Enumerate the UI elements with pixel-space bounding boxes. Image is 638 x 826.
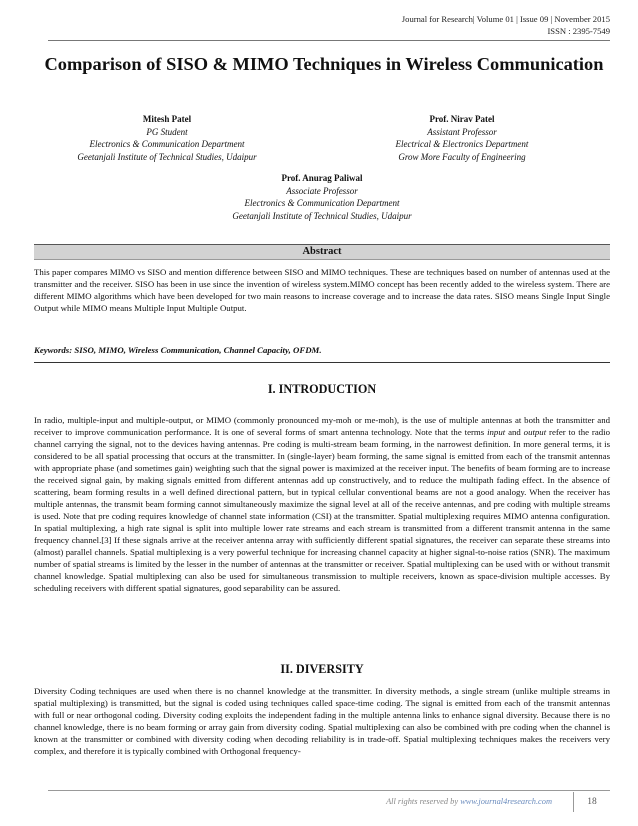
journal-info: Journal for Research| Volume 01 | Issue 09 | November 2015 bbox=[401, 14, 610, 24]
author-inst: Geetanjali Institute of Technical Studies, Udaipur bbox=[77, 151, 257, 162]
author-block-3 bbox=[182, 172, 462, 222]
abstract-text: This paper compares MIMO vs SISO and mention difference between SISO and MIMO techniques. These are techniques based on number of antennas used at the transmitter and the receiver. SISO has been in use since the invention of wireless system.MIMO concept has been recently added to the wireless system. There are different MIMO algorithms which have been developed for two main reasons to increase coverage and to increase the data rates. SISO means Single Input Single Output while MIMO means Multiple Input Multiple Output. bbox=[34, 267, 610, 313]
footer-rights bbox=[386, 797, 552, 806]
term-output: output bbox=[523, 427, 547, 437]
author-role: Associate Professor bbox=[286, 185, 358, 196]
issn: ISSN : 2395-7549 bbox=[547, 26, 610, 36]
section-heading-diversity: II. DIVERSITY bbox=[280, 662, 364, 676]
author-dept: Electronics & Communication Department bbox=[89, 139, 245, 150]
author-block-1 bbox=[62, 113, 272, 163]
author-dept: Electronics & Communication Department bbox=[244, 198, 400, 209]
author-name: Prof. Anurag Paliwal bbox=[281, 173, 363, 183]
intro-text-a: In radio, multiple-input and multiple-output, or MIMO (commonly pronounced my-moh or me-moh), is the use of multiple antennas at both the transmitter and receiver to improve communication performance. It is one of several forms of smart antenna technology. Note that the terms bbox=[34, 415, 610, 437]
author-role: Assistant Professor bbox=[427, 126, 497, 137]
author-name: Mitesh Patel bbox=[142, 114, 192, 124]
footer-rule bbox=[48, 790, 610, 791]
author-inst: Geetanjali Institute of Technical Studies, Udaipur bbox=[232, 210, 412, 221]
author-inst: Grow More Faculty of Engineering bbox=[398, 151, 526, 162]
journal-link[interactable]: www.journal4research.com bbox=[460, 797, 552, 806]
diversity-paragraph: Diversity Coding techniques are used when there is no channel knowledge at the transmitter. In diversity methods, a single stream (unlike multiple streams in spatial multiplexing) is transmitted, but the signal is coded using techniques called space-time coding. The signal is emitted from each of the transmit antennas with full or near orthogonal coding. Diversity coding exploits the independent fading in the multiple antenna links to enhance signal diversity. Because there is no channel knowledge, there is no beam forming or array gain from diversity coding. Spatial multiplexing can also be combined with pre coding when the channel is known at the transmitter or combined with diversity coding when decoding reliability is in trade-off. Spatial multiplexing techniques makes the receivers very complex, and therefore it is typically combined with Orthogonal frequency- bbox=[34, 686, 610, 756]
abstract-heading: Abstract bbox=[34, 244, 610, 260]
header-rule bbox=[48, 40, 610, 41]
author-role: PG Student bbox=[146, 126, 188, 137]
intro-text-b: and bbox=[505, 427, 524, 437]
paper-title: Comparison of SISO & MIMO Techniques in Wireless Communication bbox=[44, 54, 604, 74]
page-number: 18 bbox=[573, 792, 610, 812]
running-header bbox=[402, 13, 610, 37]
introduction-paragraph bbox=[34, 414, 610, 594]
intro-text-c: refer to the radio channel carrying the signal, not to the devices having antennas. Pre coding is multi-stream beam forming, in the narrowest definition. In more general terms, it is considered to be all spatial processing that occurs at the transmitter. In (single-layer) beam forming, the same signal is emitted from each of the transmit antennas with appropriate phase (and sometimes gain) weighting such that the signal power is maximized at the receiver input. The benefits of beam forming are to increase the received signal gain, by making signals emitted from different antennas add up constructively, and to reduce the multipath fading effect. In the absence of scattering, beam forming results in a well defined directional pattern, but in typical cellular conventional beams are not a good analogy. When the receiver has multiple antennas, the transmit beam forming cannot simultaneously maximize the signal level at all of the receive antennas, and pre coding with multiple streams is used. Note that pre coding requires knowledge of channel state information (CSI) at the transmitter. Spatial multiplexing requires MIMO antenna configuration. In spatial multiplexing, a high rate signal is split into multiple lower rate streams and each stream is transmitted from a different transmit antenna in the same frequency channel.[3] If these signals arrive at the receiver antenna array with sufficiently different spatial signatures, the receiver can separate these streams into (almost) parallel channels. Spatial multiplexing is a very powerful technique for increasing channel capacity at higher signal-to-noise ratios (SNR). The maximum number of spatial streams is limited by the lesser in the number of antennas at the transmitter or receiver. Spatial multiplexing can be used with or without transmit channel knowledge. Spatial multiplexing can also be used for simultaneous transmission to multiple receivers, known as space-division multiple accesses. By scheduling receivers with different spatial signatures, good separability can be assured. bbox=[34, 427, 610, 593]
author-name: Prof. Nirav Patel bbox=[429, 114, 495, 124]
rights-text: All rights reserved by bbox=[386, 797, 461, 806]
author-block-2 bbox=[352, 113, 572, 163]
author-dept: Electrical & Electronics Department bbox=[395, 139, 529, 150]
section-heading-introduction: I. INTRODUCTION bbox=[267, 382, 377, 396]
keywords: Keywords: SISO, MIMO, Wireless Communication, Channel Capacity, OFDM. bbox=[34, 345, 322, 355]
term-input: input bbox=[487, 427, 506, 437]
keywords-rule bbox=[34, 362, 610, 363]
